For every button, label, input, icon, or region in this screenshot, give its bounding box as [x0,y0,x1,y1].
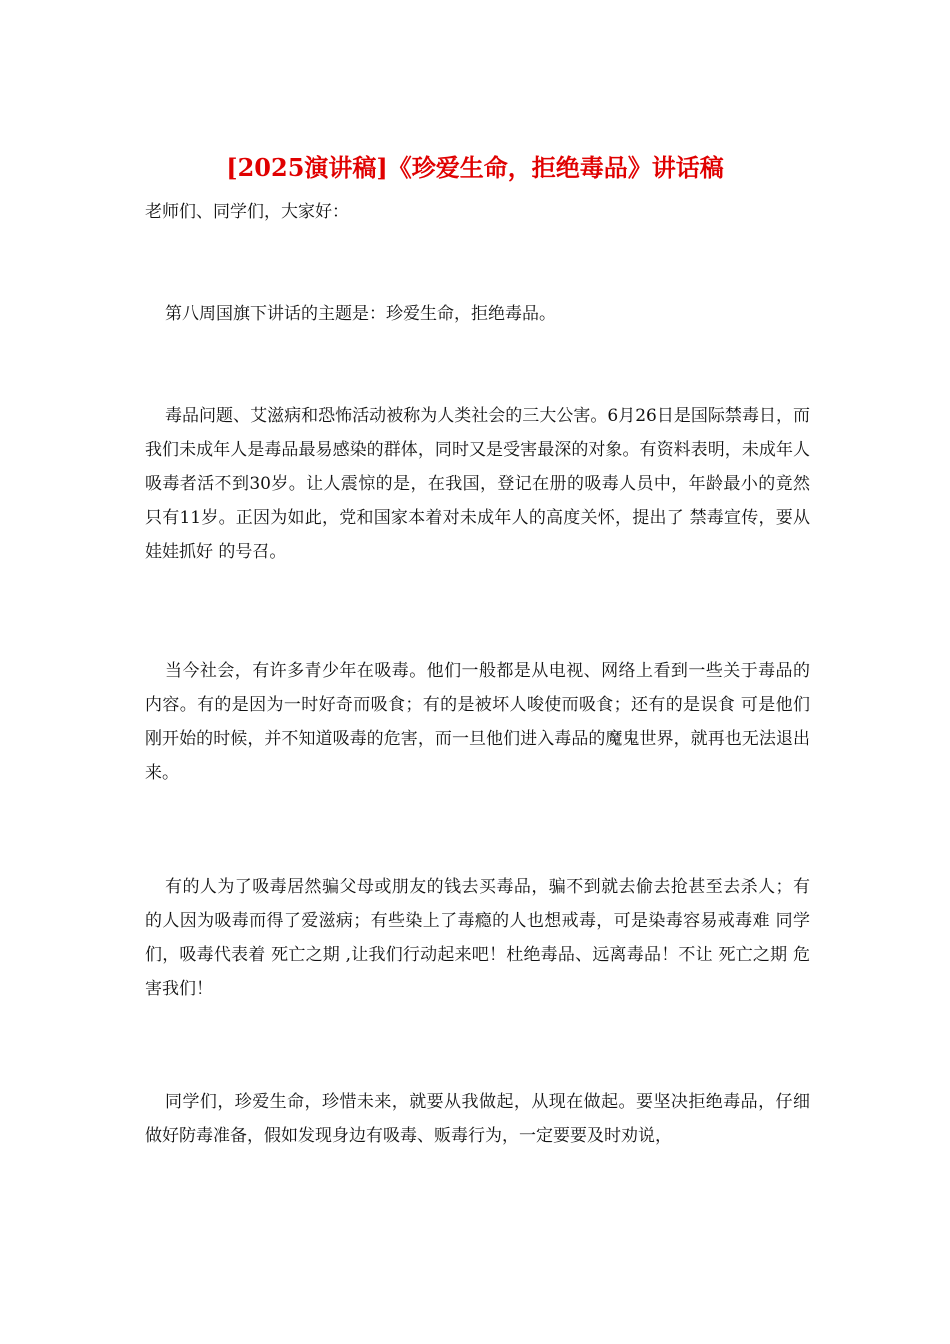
body-paragraph: 毒品问题、艾滋病和恐怖活动被称为人类社会的三大公害。6月26日是国际禁毒日，而我们未成年人是毒品最易感染的群体，同时又是受害最深的对象。有资料表明，未成年人吸毒者活不到30岁。让人震惊的是，在我国，登记在册的吸毒人员中，年龄最小的竟然只有11岁。正因为如此，党和国家本着对未成年人的高度关怀，提出了 禁毒宣传，要从娃娃抓好 的号召。 [145,406,810,562]
document-title: [2025演讲稿]《珍爱生命，拒绝毒品》讲话稿 [226,153,724,182]
body-paragraph: 当今社会，有许多青少年在吸毒。他们一般都是从电视、网络上看到一些关于毒品的内容。有的是因为一时好奇而吸食；有的是被坏人唆使而吸食；还有的是误食 可是他们刚开始的时候，并不知道吸毒的危害，而一旦他们进入毒品的魔鬼世界，就再也无法退出来。 [145,661,810,783]
body-paragraph: 同学们，珍爱生命，珍惜未来，就要从我做起，从现在做起。要坚决拒绝毒品，仔细做好防毒准备，假如发现身边有吸毒、贩毒行为，一定要要及时劝说， [145,1092,810,1146]
salutation-paragraph: 老师们、同学们，大家好： [145,202,349,222]
topic-paragraph: 第八周国旗下讲话的主题是：珍爱生命，拒绝毒品。 [165,304,556,324]
body-paragraph: 有的人为了吸毒居然骗父母或朋友的钱去买毒品，骗不到就去偷去抢甚至去杀人；有的人因为吸毒而得了爱滋病；有些染上了毒瘾的人也想戒毒，可是染毒容易戒毒难 同学们，吸毒代表着 死亡之期 ,让我们行动起来吧！杜绝毒品、远离毒品！不让 死亡之期 危害我们！ [145,877,810,999]
